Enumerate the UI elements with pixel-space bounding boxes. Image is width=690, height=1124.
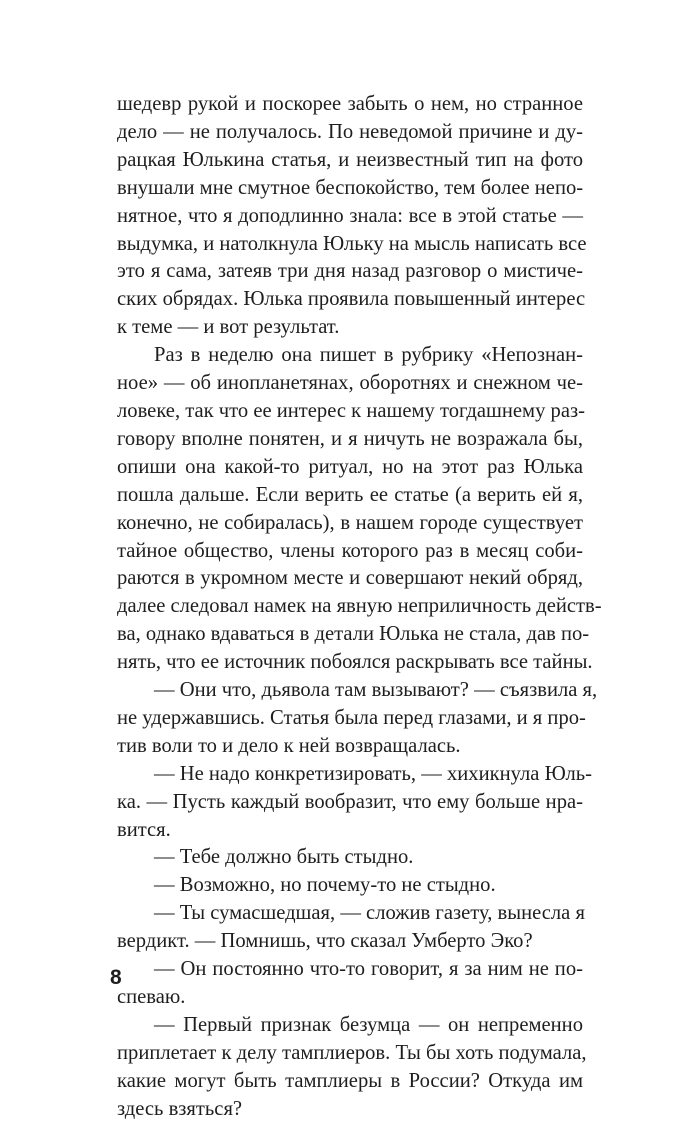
text-line: опиши она какой-то ритуал, но на этот раз Юлька bbox=[117, 455, 583, 478]
text-line: далее следовал намек на явную неприличность действ- bbox=[117, 595, 602, 618]
text-line: — Возможно, но почему-то не стыдно. bbox=[154, 874, 496, 897]
text-line: — Не надо конкретизировать, — хихикнула Юль- bbox=[154, 762, 593, 785]
text-line: говору вполне понятен, и я ничуть не возражала бы, bbox=[117, 427, 583, 450]
text-line: нятное, что я доподлинно знала: все в этой статье — bbox=[117, 204, 583, 227]
text-line: выдумка, и натолкнула Юльку на мысль написать все bbox=[117, 232, 587, 255]
page-body-text bbox=[117, 91, 602, 1124]
text-line: раются в укромном месте и совершают некий обряд, bbox=[117, 567, 583, 590]
text-line: пошла дальше. Если верить ее статье (а верить ей я, bbox=[117, 483, 583, 506]
text-line: конечно, не собиралась), в нашем городе существует bbox=[117, 511, 583, 534]
text-line: ских обрядах. Юлька проявила повышенный интерес bbox=[117, 288, 586, 311]
text-line: к теме — и вот результат. bbox=[117, 316, 340, 339]
text-line: ное» — об инопланетянах, оборотнях и снежном че- bbox=[117, 372, 583, 395]
text-line: тив воли то и дело к ней возвращалась. bbox=[117, 734, 461, 757]
text-line: ка. — Пусть каждый вообразит, что ему больше нра- bbox=[117, 790, 583, 813]
text-line: — Он постоянно что-то говорит, я за ним не по- bbox=[154, 958, 583, 981]
page-number: 8 bbox=[110, 966, 122, 989]
text-line: не удержавшись. Статья была перед глазами, и я про- bbox=[117, 706, 586, 729]
text-line: дело — не получалось. По неведомой причине и ду- bbox=[117, 120, 583, 143]
text-line: приплетает к делу тамплиеров. Ты бы хоть подумала, bbox=[117, 1041, 587, 1064]
text-line: какие могут быть тамплиеры в России? Откуда им bbox=[117, 1069, 583, 1092]
text-line: Раз в неделю она пишет в рубрику «Непознан- bbox=[154, 344, 583, 367]
text-line: тайное общество, члены которого раз в месяц соби- bbox=[117, 539, 583, 562]
text-line: здесь взяться? bbox=[117, 1097, 243, 1120]
text-line: нять, что ее источник побоялся раскрывать все тайны. bbox=[117, 651, 593, 674]
text-line: — Они что, дьявола там вызывают? — съязвила я, bbox=[154, 679, 598, 702]
text-line: спеваю. bbox=[117, 986, 186, 1008]
text-line: вердикт. — Помнишь, что сказал Умберто Эко? bbox=[117, 930, 533, 953]
text-line: внушали мне смутное беспокойство, тем более непо- bbox=[117, 176, 584, 199]
text-line: ловеке, так что ее интерес к нашему тогдашнему раз- bbox=[117, 399, 585, 422]
text-line: — Первый признак безумца — он непременно bbox=[154, 1013, 583, 1036]
text-line: рацкая Юлькина статья, и неизвестный тип на фото bbox=[117, 148, 583, 171]
text-line: шедевр рукой и поскорее забыть о нем, но странное bbox=[117, 93, 583, 115]
text-line: вится. bbox=[117, 818, 171, 841]
text-line: — Тебе должно быть стыдно. bbox=[154, 846, 414, 869]
text-line: ва, однако вдаваться в детали Юлька не стала, дав по- bbox=[117, 623, 590, 646]
text-line: — Ты сумасшедшая, — сложив газету, вынесла я bbox=[154, 902, 585, 925]
text-line: это я сама, затеяв три дня назад разговор о мистиче- bbox=[117, 260, 583, 283]
